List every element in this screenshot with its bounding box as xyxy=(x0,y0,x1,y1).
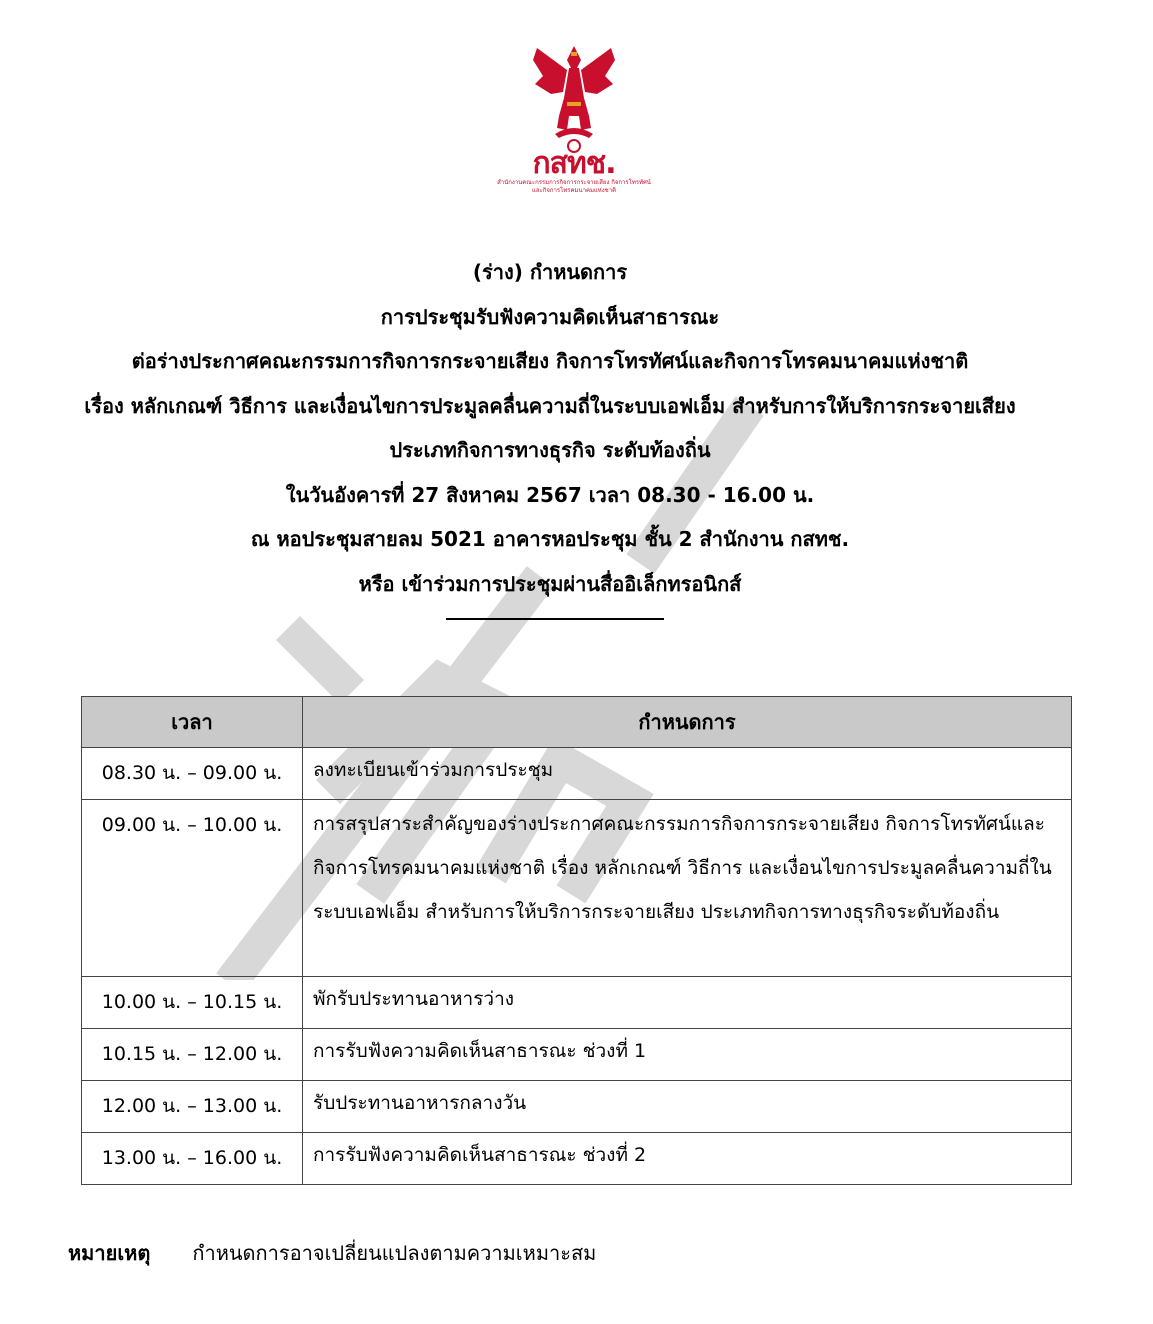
title-line-6: ในวันอังคารที่ 27 สิงหาคม 2567 เวลา 08.30 - 16.00 น. xyxy=(285,482,815,507)
header-activity: กำหนดการ xyxy=(303,697,1072,748)
table-row xyxy=(82,1133,1072,1185)
row-activity: รับประทานอาหารกลางวัน xyxy=(303,1081,1072,1133)
row-time: 12.00 น. – 13.00 น. xyxy=(82,1081,303,1133)
row-activity: การรับฟังความคิดเห็นสาธารณะ ช่วงที่ 1 xyxy=(303,1029,1072,1081)
row-time: 13.00 น. – 16.00 น. xyxy=(82,1133,303,1185)
title-line-3: ต่อร่างประกาศคณะกรรมการกิจการกระจายเสียง กิจการโทรทัศน์และกิจการโทรคมนาคมแห่งชาติ xyxy=(131,349,969,373)
table-row xyxy=(82,748,1072,800)
row-time: 10.15 น. – 12.00 น. xyxy=(82,1029,303,1081)
schedule-table xyxy=(81,696,1072,1185)
row-activity: พักรับประทานอาหารว่าง xyxy=(303,977,1072,1029)
nbtc-logo xyxy=(474,38,674,208)
header-time: เวลา xyxy=(82,697,303,748)
table-row xyxy=(82,1029,1072,1081)
title-divider xyxy=(446,618,664,620)
title-line-5: ประเภทกิจการทางธุรกิจ ระดับท้องถิ่น xyxy=(389,438,711,462)
remark xyxy=(68,1237,596,1269)
remark-label: หมายเหตุ xyxy=(68,1241,151,1265)
title-line-8: หรือ เข้าร่วมการประชุมผ่านสื่ออิเล็กทรอนิกส์ xyxy=(358,571,742,596)
remark-text: กำหนดการอาจเปลี่ยนแปลงตามความเหมาะสม xyxy=(192,1241,597,1265)
title-line-1: (ร่าง) กำหนดการ xyxy=(472,260,628,284)
table-row xyxy=(82,1081,1072,1133)
logo-subtitle-2: และกิจการโทรคมนาคมแห่งชาติ xyxy=(531,187,617,194)
title-line-4: เรื่อง หลักเกณฑ์ วิธีการ และเงื่อนไขการประมูลคลื่นความถี่ในระบบเอฟเอ็ม สำหรับการให้บริการกระจายเสียง xyxy=(84,393,1016,418)
logo-subtitle-1: สำนักงานคณะกรรมการกิจการกระจายเสียง กิจการโทรทัศน์ xyxy=(497,179,651,186)
row-time: 08.30 น. – 09.00 น. xyxy=(82,748,303,800)
title-line-2: การประชุมรับฟังความคิดเห็นสาธารณะ xyxy=(380,304,720,329)
garuda-emblem-icon xyxy=(529,38,619,153)
row-activity: ลงทะเบียนเข้าร่วมการประชุม xyxy=(303,748,1072,800)
row-time: 10.00 น. – 10.15 น. xyxy=(82,977,303,1029)
row-activity: การรับฟังความคิดเห็นสาธารณะ ช่วงที่ 2 xyxy=(303,1133,1072,1185)
row-activity: การสรุปสาระสำคัญของร่างประกาศคณะกรรมการกิจการกระจายเสียง กิจการโทรทัศน์และกิจการโทรคมนาคมแห่งชาติ เรื่อง หลักเกณฑ์ วิธีการ และเงื่อนไขการประมูลคลื่นความถี่ในระบบเอฟเอ็ม สำหรับการให้บริการกระจายเสียง ประเภทกิจการทางธุรกิจระดับท้องถิ่น xyxy=(303,800,1072,977)
document-title xyxy=(0,250,1100,606)
table-header-row xyxy=(82,697,1072,748)
logo-org-name: กสทช. xyxy=(532,146,616,181)
row-time: 09.00 น. – 10.00 น. xyxy=(82,800,303,977)
table-row xyxy=(82,977,1072,1029)
title-line-7: ณ หอประชุมสายลม 5021 อาคารหอประชุม ชั้น 2 สำนักงาน กสทช. xyxy=(250,527,850,551)
table-row xyxy=(82,800,1072,977)
